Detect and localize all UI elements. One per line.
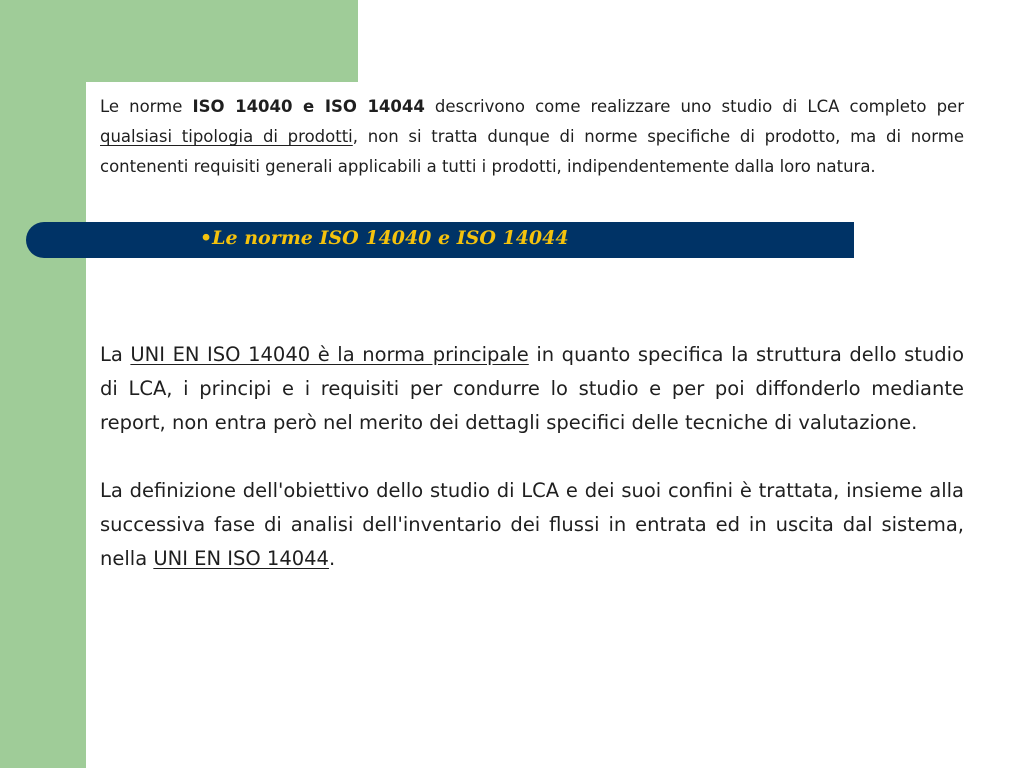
paragraph-iso-14040 bbox=[100, 338, 964, 440]
paragraph2-text-1: La definizione dell'obiettivo dello studio di LCA e dei suoi confini è trattata, insieme alla successiva fase di analisi dell'inventario dei flussi in entrata ed in uscita dal sistema, nella bbox=[100, 479, 964, 570]
left-green-stripe bbox=[0, 0, 86, 768]
paragraph2-link-iso-14044[interactable]: UNI EN ISO 14044 bbox=[153, 547, 329, 570]
intro-text-3: , non si tratta dunque di norme specifiche di prodotto, ma di norme contenenti requisiti generali applicabili a tutti i prodotti, indipendentemente dalla loro natura. bbox=[100, 127, 964, 176]
paragraph2-text-2: . bbox=[328, 547, 336, 570]
intro-text-2: descrivono come realizzare uno studio di LCA completo per bbox=[424, 97, 964, 116]
intro-link-product-types[interactable]: qualsiasi tipologia di prodotti bbox=[100, 127, 353, 146]
intro-bold-norms: ISO 14040 e ISO 14044 bbox=[192, 97, 425, 116]
paragraph1-text-2: in quanto specifica la struttura dello studio di LCA, i principi e i requisiti per condurre lo studio e per poi diffonderlo mediante report, non entra però nel merito dei dettagli specifici delle tecniche di valutazione. bbox=[100, 343, 964, 434]
banner-title: •Le norme ISO 14040 e ISO 14044 bbox=[200, 227, 569, 249]
paragraph1-link-iso-14040[interactable]: UNI EN ISO 14040 è la norma principale bbox=[130, 343, 529, 366]
paragraph-iso-14044 bbox=[100, 474, 964, 576]
intro-paragraph bbox=[100, 92, 964, 182]
paragraph1-text-1: La bbox=[100, 343, 131, 366]
intro-text-1: Le norme bbox=[100, 97, 193, 116]
section-banner bbox=[26, 222, 854, 258]
body-text bbox=[100, 338, 964, 610]
